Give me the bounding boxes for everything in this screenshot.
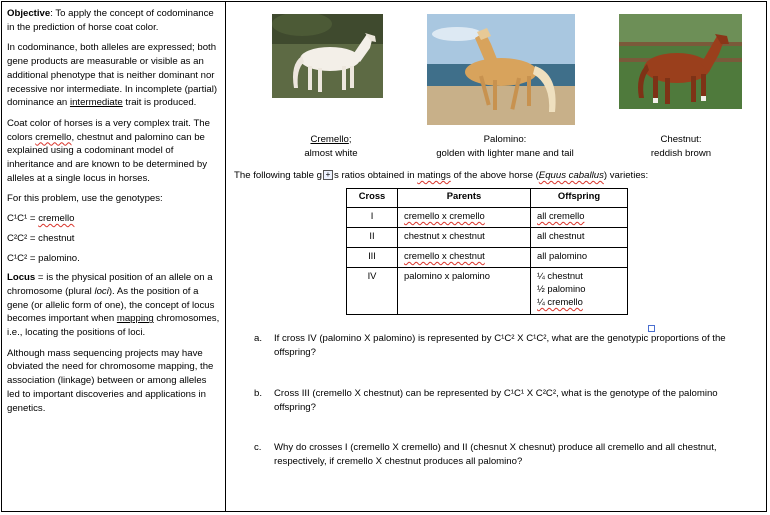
header-cross: Cross	[347, 189, 398, 208]
header-offspring: Offspring	[531, 189, 628, 208]
chestnut-name-suffix: :	[698, 134, 702, 145]
table-row	[347, 268, 628, 315]
loci-word: loci	[94, 285, 109, 297]
cremello-desc: almost white	[304, 147, 358, 159]
parents-cell: cremello x cremello	[398, 208, 531, 228]
intro-text-2: s ratios obtained in	[334, 170, 418, 181]
palomino-caption	[416, 133, 594, 160]
cremello-name	[276, 133, 386, 147]
mapping-link[interactable]: mapping	[116, 313, 154, 325]
cross-cell: II	[347, 228, 398, 248]
intermediate-link[interactable]: intermediate	[69, 97, 123, 109]
cross-cell: I	[347, 208, 398, 228]
objective-text: : To apply the concept of codominance in the prediction of horse coat color.	[7, 8, 214, 33]
locus-text-3: chromosomes, i.e., locating the positions of loci.	[7, 313, 220, 339]
palomino-name	[416, 133, 594, 147]
genotypes-intro: For this problem, use the genotypes:	[7, 193, 163, 205]
question-a	[254, 332, 754, 362]
table-row	[347, 228, 628, 248]
question-label: a.	[254, 333, 263, 344]
objective-label: Objective	[7, 8, 51, 19]
table-resize-handle[interactable]	[648, 325, 655, 332]
chestnut-name	[626, 133, 736, 147]
intro-species: Equus caballus	[538, 170, 604, 181]
table-header-row	[347, 189, 628, 208]
chestnut-desc: reddish brown	[650, 147, 712, 159]
cremello-caption	[276, 133, 386, 160]
cremello-name-text: Cremello	[310, 134, 349, 145]
codominance-text: In codominance, both alleles are expressed; both gene products are measurable or visible as an additional phenotype that is neither dominant nor recessive nor intermediate. In incomplete (partial) dominance an	[7, 42, 218, 109]
cross-cell: IV	[347, 268, 398, 315]
locus-paragraph	[7, 271, 221, 340]
genotype-name: cremello	[38, 213, 75, 225]
left-column	[7, 7, 221, 422]
table-row	[347, 248, 628, 268]
locus-label: Locus	[7, 272, 36, 284]
palomino-horse-photo	[427, 14, 575, 125]
coat-color-paragraph	[7, 117, 221, 186]
cross-cell: III	[347, 248, 398, 268]
header-parents: Parents	[398, 189, 531, 208]
question-c	[254, 441, 759, 471]
offspring-cell: all cremello	[531, 208, 628, 228]
column-divider	[225, 1, 226, 512]
offspring-cell: all palomino	[531, 248, 628, 268]
objective-paragraph	[7, 7, 221, 34]
table-row	[347, 208, 628, 228]
offspring-line: ¼ cremello	[537, 296, 583, 307]
genotype-cremello	[7, 212, 221, 226]
chestnut-horse-photo	[619, 14, 742, 109]
offspring-cell	[531, 268, 628, 315]
parents-cell: cremello x chestnut	[398, 248, 531, 268]
locus-text-2: ). As the position of a gene (or allelic form of one), the concept of locus becomes important when	[7, 285, 215, 325]
question-text: Why do crosses I (cremello X cremello) and II (chesnut X chesnut) produce all cremello and all chestnut, respectively, if cremello X chestnut produces all palomino?	[274, 442, 717, 467]
cremello-horse-photo	[272, 14, 383, 98]
coat-text-end: , chestnut and palomino can be explained using a codominant model of inheritance and are known to be determined by alleles at a single locus in horses.	[7, 131, 207, 184]
codominance-text-end: trait is produced.	[122, 97, 197, 109]
question-label: c.	[254, 442, 262, 453]
coat-cremello-word: cremello	[35, 131, 72, 143]
parents-cell: chestnut x chestnut	[398, 228, 531, 248]
codominance-paragraph	[7, 41, 221, 110]
offspring-line: ½ palomino	[537, 283, 586, 294]
locus-text: = is the physical position of an allele on a chromosome (plural	[7, 272, 213, 297]
table-intro	[234, 170, 648, 181]
cross-table	[346, 188, 628, 315]
offspring-line: ¼ chestnut	[537, 270, 583, 281]
genotype-palomino: C¹C² = palomino.	[7, 252, 80, 264]
palomino-desc: golden with lighter mane and tail	[436, 147, 574, 159]
table-move-handle-icon[interactable]: +	[323, 170, 333, 180]
genotype-code: C¹C¹ =	[7, 213, 39, 225]
parents-cell: palomino x palomino	[398, 268, 531, 315]
intro-text-3: of the above horse (	[450, 170, 539, 181]
coat-text: Coat color of horses is a very complex trait. The colors	[7, 117, 210, 143]
palomino-name-text: Palomino	[483, 134, 524, 145]
offspring-cell: all chestnut	[531, 228, 628, 248]
cremello-name-suffix: ;	[348, 134, 352, 145]
question-text: Cross III (cremello X chestnut) can be represented by C¹C¹ X C²C², what is the genotype of the palomino offspring?	[274, 388, 718, 413]
chestnut-caption	[626, 133, 736, 160]
intro-text: The following table g	[234, 170, 322, 181]
chestnut-name-text: Chestnut	[660, 134, 699, 145]
question-text: If cross IV (palomino X palomino) is represented by C¹C² X C¹C², what are the genotypic proportions of the offspring?	[274, 333, 726, 358]
question-label: b.	[254, 388, 263, 399]
mapping-paragraph: Although mass sequencing projects may have obviated the need for chromosome mapping, the association (linkage) between or among alleles led to important discoveries and applications in genetics.	[7, 347, 214, 414]
palomino-name-suffix: :	[523, 134, 527, 145]
genotype-chestnut: C²C² = chestnut	[7, 232, 75, 244]
intro-text-end: ) varieties:	[603, 170, 649, 181]
intro-matings: matings	[417, 170, 451, 181]
question-b	[254, 387, 754, 417]
